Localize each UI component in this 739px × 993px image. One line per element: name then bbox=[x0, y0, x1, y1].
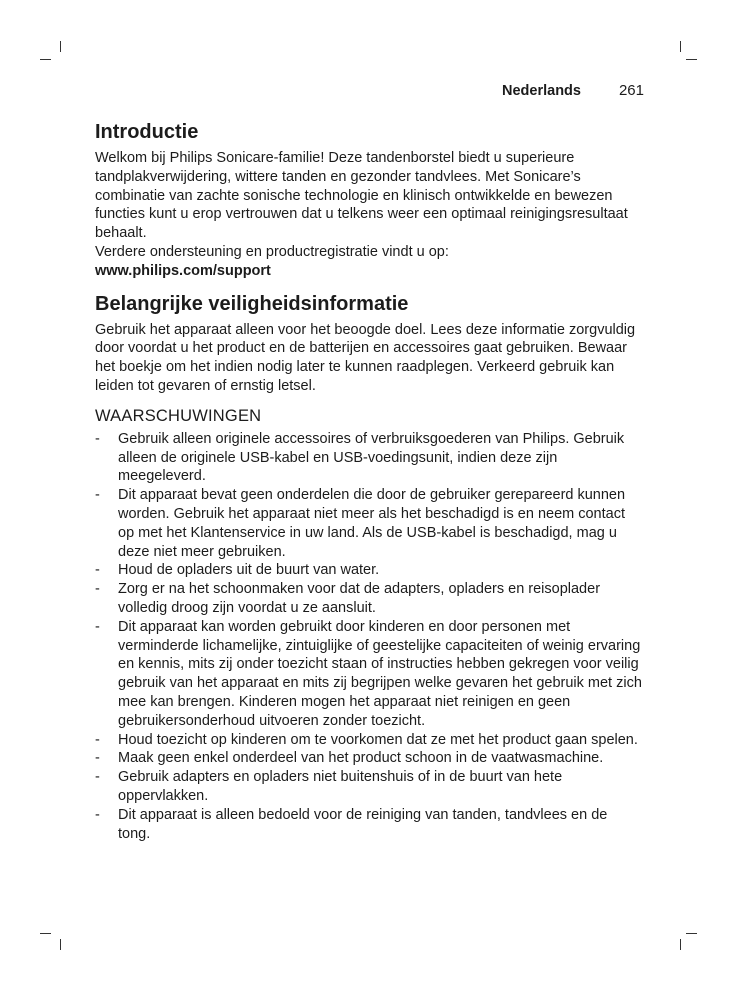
bullet-dash: - bbox=[95, 806, 100, 823]
warning-item bbox=[95, 768, 643, 806]
warning-text: Houd de opladers uit de buurt van water. bbox=[118, 562, 380, 579]
crop-mark-top-left-v bbox=[60, 41, 61, 52]
introduction-title: Introductie bbox=[95, 121, 199, 143]
bullet-dash: - bbox=[95, 750, 100, 767]
warning-item bbox=[95, 618, 643, 731]
warning-text: Houd toezicht op kinderen om te voorkomen dat ze met het product gaan spelen. bbox=[118, 731, 638, 748]
warning-item bbox=[95, 580, 643, 618]
crop-mark-top-left-h bbox=[40, 59, 51, 60]
bullet-dash: - bbox=[95, 618, 100, 635]
crop-mark-bottom-right-h bbox=[686, 933, 697, 934]
crop-mark-top-right-v bbox=[680, 41, 681, 52]
warning-text: Dit apparaat is alleen bedoeld voor de reiniging van tanden, tandvlees en de tong. bbox=[118, 806, 608, 842]
bullet-dash: - bbox=[95, 581, 100, 598]
safety-body: Gebruik het apparaat alleen voor het beoogde doel. Lees deze informatie zorgvuldig door voordat u het product en de batterijen en accessoires gaat gebruiken. Bewaar het boekje om het indien nodig later te kunnen raadplegen. Verkeerd gebruik kan leiden tot gevaren of ernstig letsel. bbox=[95, 321, 636, 394]
crop-mark-bottom-left-h bbox=[40, 933, 51, 934]
support-text: Verdere ondersteuning en productregistratie vindt u op: bbox=[95, 243, 449, 260]
warnings-title: WAARSCHUWINGEN bbox=[95, 406, 262, 425]
warning-text: Zorg er na het schoonmaken voor dat de adapters, opladers en reisoplader volledig droog zijn voordat u ze aansluit. bbox=[118, 581, 601, 616]
warning-text: Dit apparaat kan worden gebruikt door kinderen en door personen met verminderde lichamelijke, zintuiglijke of geestelijke capaciteiten of weinig ervaring en kennis, mits zij onder toezicht staan of instructies hebben gekregen voor veilig gebruik van het apparaat en mits zij begrijpen welke gevaren het gebruik met zich mee kan brengen. Kinderen mogen het apparaat niet reinigen en geen gebruikersonderhoud uitvoeren zonder toezicht. bbox=[118, 618, 642, 729]
warning-item bbox=[95, 486, 643, 561]
warning-item bbox=[95, 430, 643, 486]
bullet-dash: - bbox=[95, 731, 100, 748]
introduction-section bbox=[95, 119, 643, 281]
warning-item bbox=[95, 806, 643, 844]
page-number: 261 bbox=[618, 82, 644, 99]
warnings-list bbox=[95, 430, 643, 844]
bullet-dash: - bbox=[95, 430, 100, 447]
bullet-dash: - bbox=[95, 562, 100, 579]
warning-item bbox=[95, 561, 643, 580]
crop-mark-top-right-h bbox=[686, 59, 697, 60]
bullet-dash: - bbox=[95, 769, 100, 786]
support-url[interactable]: www.philips.com/support bbox=[95, 262, 271, 279]
warning-item bbox=[95, 731, 643, 750]
crop-mark-bottom-left-v bbox=[60, 939, 61, 950]
safety-section bbox=[95, 291, 643, 844]
crop-mark-bottom-right-v bbox=[680, 939, 681, 950]
introduction-body: Welkom bij Philips Sonicare-familie! Deze tandenborstel biedt u superieure tandplakverwijdering, wittere tanden en gezonder tandvlees. Met Sonicare’s combinatie van zachte sonische technologie en klinisch ontwikkelde en bewezen functies kunt u erop vertrouwen dat u telkens weer een optimaal reinigingsresultaat behaalt. bbox=[95, 150, 628, 242]
page-header bbox=[502, 82, 644, 99]
safety-title: Belangrijke veiligheidsinformatie bbox=[95, 292, 409, 315]
page-content bbox=[95, 119, 643, 843]
warning-text: Gebruik alleen originele accessoires of verbruiksgoederen van Philips. Gebruik alleen de originele USB-kabel en USB-voedingsunit, indien deze zijn meegeleverd. bbox=[118, 430, 625, 485]
warning-item bbox=[95, 749, 643, 768]
warning-text: Gebruik adapters en opladers niet buitenshuis of in de buurt van hete oppervlakken. bbox=[118, 769, 563, 804]
warning-text: Dit apparaat bevat geen onderdelen die door de gebruiker gerepareerd kunnen worden. Gebruik het apparaat niet meer als het beschadigd is en neem contact op met het Klantenservice in uw land. Als de USB-kabel is beschadigd, mag u deze niet meer gebruiken. bbox=[118, 487, 626, 560]
warning-text: Maak geen enkel onderdeel van het product schoon in de vaatwasmachine. bbox=[118, 750, 604, 767]
bullet-dash: - bbox=[95, 487, 100, 504]
language-label: Nederlands bbox=[502, 83, 581, 99]
